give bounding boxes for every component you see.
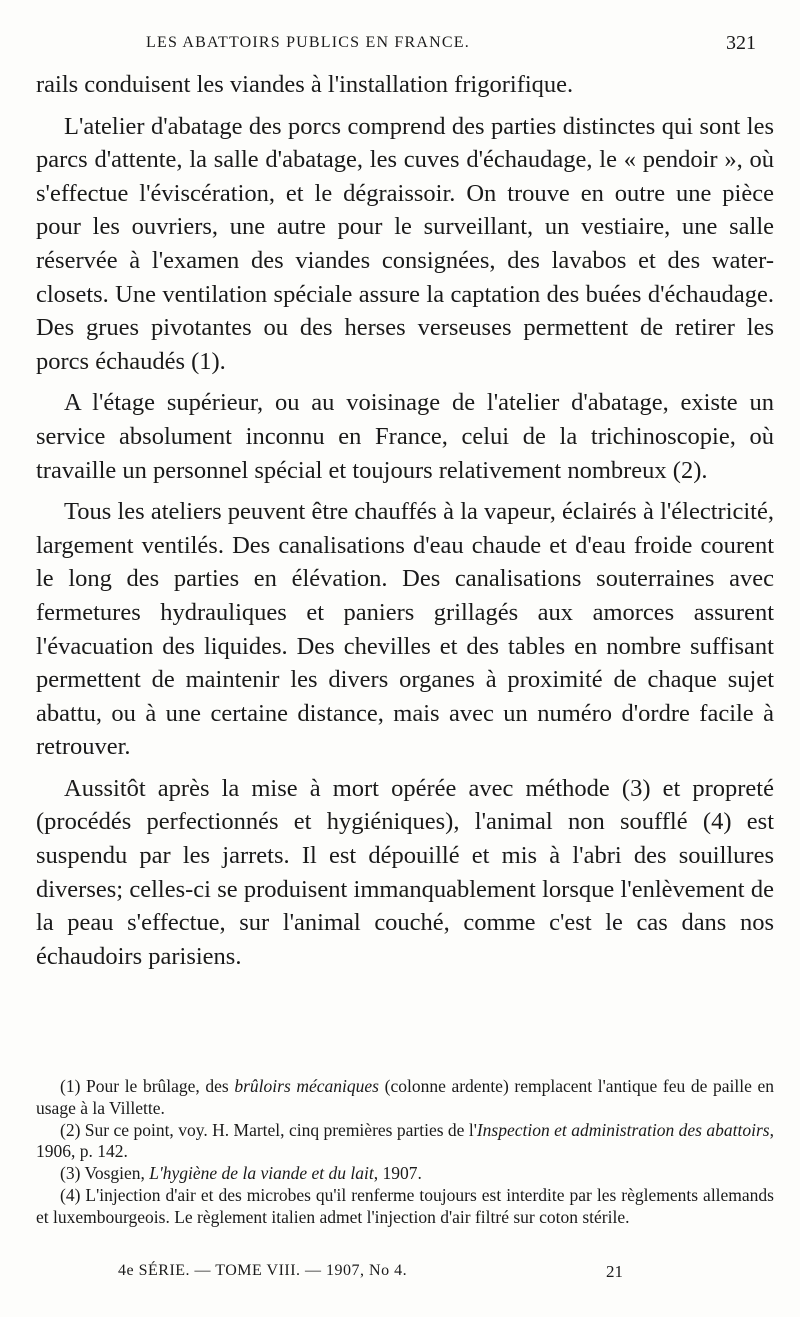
footnote-italic: L'hygiène de la viande et du lait (149, 1163, 374, 1184)
footnote-text: (1) Pour le brûlage, des (60, 1076, 235, 1096)
running-head (36, 34, 770, 58)
footnote-3 (36, 1163, 774, 1185)
body-text (36, 68, 774, 981)
footnote-4: (4) L'injection d'air et des microbes qu'il renferme toujours est interdite par les règlements allemands et luxembourgeois. Le règlement italien admet l'injection d'air filtré sur coton stérile. (36, 1184, 774, 1227)
page-footer (36, 1262, 774, 1286)
signature-mark: 21 (606, 1262, 623, 1281)
paragraph: L'atelier d'abatage des porcs comprend des parties distinctes qui sont les parcs d'attente, la salle d'abatage, les cuves d'échaudage, le « pendoir », où s'effectue l'éviscération, et le dégraissoir. On trouve en outre une pièce pour les ouvriers, une autre pour le surveillant, un vestiaire, une salle réservée à l'examen des viandes consignées, des lavabos et des water-closets. Une ventilation spéciale assure la captation des buées d'échaudage. Des grues pivotantes ou des herses verseuses permettent de retirer les porcs échaudés (1). (36, 112, 774, 375)
footnote-text: (3) Vosgien, (60, 1163, 150, 1184)
footnote-italic: Inspection et administration des abattoirs (476, 1119, 770, 1140)
footnote-text: , 1906, p. 142. (36, 1119, 774, 1162)
footnote-text: (colonne ardente) remplacent l'antique feu de paille en usage à la Villette. (36, 1076, 774, 1118)
footnote-italic: brûloirs mécaniques (234, 1076, 379, 1096)
footnote-text: , 1907. (373, 1163, 422, 1184)
page-number: 321 (726, 32, 756, 54)
paragraph: Tous les ateliers peuvent être chauffés à la vapeur, éclairés à l'électricité, largement ventilés. Des canalisations d'eau chaude et d'eau froide courent le long des parties en élévation. Des canalisations souterraines avec fermetures hydrauliques et paniers grillagés aux amorces assurent l'évacuation des liquides. Des chevilles et des tables en nombre suffisant permettent de maintenir les divers organes à proximité de chaque sujet abattu, ou à une certaine distance, mais avec un numéro d'ordre facile à retrouver. (36, 498, 774, 761)
footnote-2 (36, 1120, 774, 1164)
paragraph: rails conduisent les viandes à l'installation frigorifique. (36, 71, 574, 98)
paragraph: Aussitôt après la mise à mort opérée avec méthode (3) et propreté (procédés perfectionnés et hygiéniques), l'animal non soufflé (4) est suspendu par les jarrets. Il est dépouillé et mis à l'abri des souillures diverses; celles-ci se produisent immanquablement lorsque l'enlèvement de la peau s'effectue, sur l'animal couché, comme c'est le cas dans nos échaudoirs parisiens. (36, 774, 774, 970)
footnote-1 (36, 1076, 774, 1120)
running-title: LES ABATTOIRS PUBLICS EN FRANCE. (146, 34, 470, 51)
footnote-text: (2) Sur ce point, voy. H. Martel, cinq premières parties de l' (60, 1119, 477, 1140)
paragraph: A l'étage supérieur, ou au voisinage de l'atelier d'abatage, existe un service absolument inconnu en France, celui de la trichinoscopie, où travaille un personnel spécial et toujours relativement nombreux (2). (36, 389, 774, 484)
footnotes (36, 1076, 774, 1229)
series-line: 4e SÉRIE. — TOME VIII. — 1907, No 4. (118, 1262, 408, 1279)
